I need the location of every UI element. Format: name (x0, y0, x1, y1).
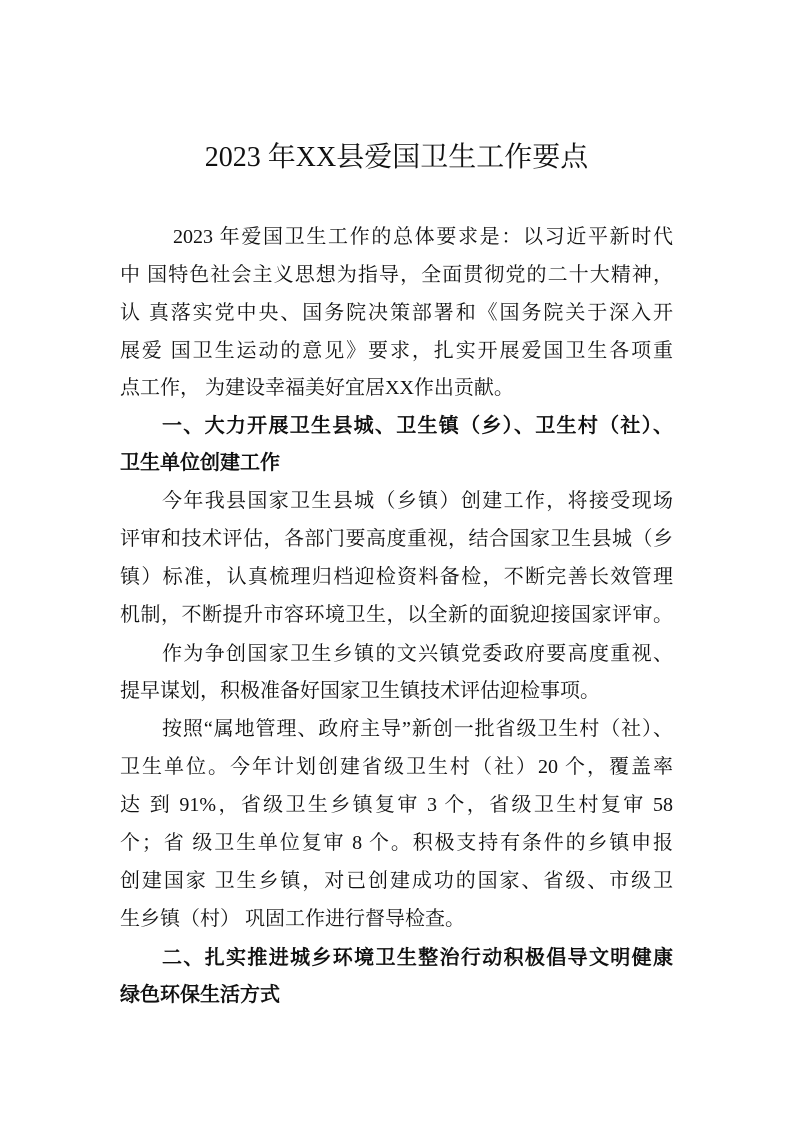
text-line: 按照“属地管理、政府主导”新创一批省级卫生村（社）、 (162, 718, 673, 740)
text-line: 展爱 国卫生运动的意见》要求，扎实开展爱国卫生各项重 (120, 340, 673, 362)
text-line: 镇）标准，认真梳理归档迎检资料备检，不断完善长效管理 (120, 566, 673, 588)
text-line: 作为争创国家卫生乡镇的文兴镇党委政府要高度重视、 (162, 643, 673, 665)
text-line: 达 到 91%，省级卫生乡镇复审 3 个，省级卫生村复审 58 (120, 794, 673, 816)
text-line: 今年我县国家卫生县城（乡镇）创建工作，将接受现场 (162, 490, 673, 512)
text-line: 创建国家 卫生乡镇，对已创建成功的国家、省级、市级卫 (120, 870, 673, 892)
text-line: 生乡镇（村） 巩固工作进行督导检查。 (120, 908, 465, 930)
document-title: 2023 年XX县爱国卫生工作要点 (204, 142, 589, 173)
heading-line: 二、扎实推进城乡环境卫生整治行动积极倡导文明健康 (162, 947, 673, 969)
text-line: 2023 年爱国卫生工作的总体要求是：以习近平新时代 (173, 226, 673, 248)
text-line: 机制，不断提升市容环境卫生，以全新的面貌迎接国家评审。 (120, 604, 673, 626)
heading-line: 一、大力开展卫生县城、卫生镇（乡）、卫生村（社）、 (162, 415, 673, 437)
text-line: 评审和技术评估，各部门要高度重视，结合国家卫生县城（乡 (120, 528, 673, 550)
heading-line: 卫生单位创建工作 (120, 452, 280, 474)
text-line: 认 真落实党中央、国务院决策部署和《国务院关于深入开 (120, 302, 673, 324)
text-line: 提早谋划，积极准备好国家卫生镇技术评估迎检事项。 (120, 680, 600, 702)
heading-line: 绿色环保生活方式 (120, 984, 280, 1006)
text-line: 点工作， 为建设幸福美好宜居XX作出贡献。 (120, 377, 514, 399)
text-line: 中 国特色社会主义思想为指导，全面贯彻党的二十大精神， (120, 264, 673, 286)
text-line: 卫生单位。今年计划创建省级卫生村（社）20 个，覆盖率 (120, 756, 673, 778)
text-line: 个；省 级卫生单位复审 8 个。积极支持有条件的乡镇申报 (120, 832, 673, 854)
